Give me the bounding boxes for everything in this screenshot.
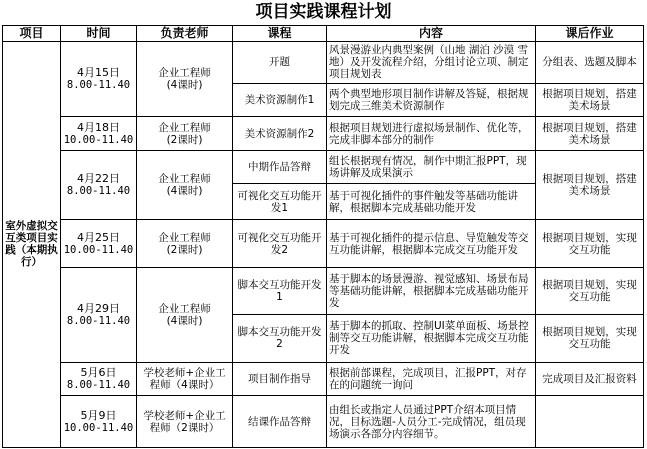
session-time (61, 117, 137, 151)
course-content: 基于脚本的场景漫游、视觉感知、场景布局等基础功能讲解，根据脚本完成基础功能开发 (327, 268, 536, 314)
homework (536, 396, 644, 448)
header-time: 时间 (61, 26, 137, 42)
session-teacher: 学校老师+企业工程师（4课时） (137, 362, 233, 396)
table-header-row (3, 26, 644, 42)
session-teacher: 企业工程师 (4课时) (137, 150, 233, 219)
header-content: 内容 (327, 26, 536, 42)
header-project: 项目 (3, 26, 61, 42)
homework: 根据项目规划，实现交互功能 (536, 220, 644, 268)
session-time (61, 362, 137, 396)
course-name: 可视化交互功能开发1 (233, 184, 327, 220)
table-row (3, 220, 644, 268)
course-name: 脚本交互功能开发2 (233, 314, 327, 362)
session-time (61, 268, 137, 362)
course-content: 基于可视化插件的提示信息、导览触发等交互功能讲解，根据脚本完成交互功能开发 (327, 220, 536, 268)
homework: 根据项目规划，搭建美术场景 (536, 83, 644, 117)
table-row (3, 362, 644, 396)
header-course: 课程 (233, 26, 327, 42)
homework: 根据项目规划，实现交互功能 (536, 314, 644, 362)
project-name: 室外虚拟交互类项目实践（本期执行） (3, 41, 61, 447)
session-hours: 8.00-11.40 (66, 379, 131, 392)
session-date: 4月29日 (77, 302, 120, 316)
session-date: 5月6日 (80, 366, 117, 380)
session-time (61, 396, 137, 448)
homework: 根据项目规划，搭建美术场景 (536, 117, 644, 151)
session-date: 5月9日 (80, 408, 117, 422)
course-name: 脚本交互功能开发1 (233, 268, 327, 314)
table-row (3, 396, 644, 448)
homework: 分组表、选题及脚本 (536, 41, 644, 83)
course-name: 项目制作指导 (233, 362, 327, 396)
table-row (3, 268, 644, 314)
session-teacher: 学校老师+企业工程师（2课时） (137, 396, 233, 448)
course-name: 美术资源制作2 (233, 117, 327, 151)
course-content: 基于可视化插件的事件触发等基础功能讲解，根据脚本完成基础功能开发 (327, 184, 536, 220)
table-row (3, 117, 644, 151)
homework: 完成项目及汇报资料 (536, 362, 644, 396)
session-teacher: 企业工程师 (2课时) (137, 117, 233, 151)
course-content: 由组长或指定人员通过PPT介绍本项目情况，目标选题-人员分工-完成情况，组员现场演示各部分内容细节。 (327, 396, 536, 448)
course-content: 根据前部课程，完成项目，汇报PPT，对存在的问题统一询问 (327, 362, 536, 396)
session-hours: 8.00-11.40 (66, 185, 131, 197)
session-teacher: 企业工程师 (2课时) (137, 220, 233, 268)
course-name: 结课作品答辩 (233, 396, 327, 448)
header-homework: 课后作业 (536, 26, 644, 42)
session-hours: 10.00-11.40 (63, 243, 134, 256)
course-schedule-table (2, 25, 644, 448)
session-date: 4月25日 (77, 230, 120, 244)
session-time (61, 41, 137, 117)
table-row (3, 41, 644, 83)
table-row (3, 150, 644, 184)
session-hours: 10.00-11.40 (63, 421, 134, 434)
course-content: 根据项目规划进行虚拟场景制作、优化等，完成非脚本部分的制作 (327, 117, 536, 151)
homework: 根据项目规划，实现交互功能 (536, 268, 644, 314)
session-time (61, 150, 137, 219)
course-content: 风景漫游业内典型案例（山地 湖泊 沙漠 雪地）及开发流程介绍，分组讨论立项、制定项目规划表 (327, 41, 536, 83)
session-date: 4月22日 (77, 172, 120, 185)
course-name: 美术资源制作1 (233, 83, 327, 117)
session-teacher: 企业工程师 (4课时) (137, 41, 233, 117)
header-teacher: 负责老师 (137, 26, 233, 42)
session-date: 4月18日 (77, 120, 120, 134)
homework: 根据项目规划，搭建美术场景 (536, 150, 644, 219)
course-content: 组长根据现有情况，制作中期汇报PPT，现场讲解及成果演示 (327, 150, 536, 184)
course-content: 基于脚本的抓取、控制UI菜单面板、场景控制等交互功能讲解，根据脚本完成交互功能开发 (327, 314, 536, 362)
session-time (61, 220, 137, 268)
session-hours: 8.00-11.40 (66, 315, 131, 328)
course-name: 开题 (233, 41, 327, 83)
session-date: 4月15日 (77, 66, 120, 80)
course-content: 两个典型地形项目制作讲解及答疑，根据规划完成三维美术资源制作 (327, 83, 536, 117)
session-hours: 8.00-11.40 (66, 79, 131, 92)
course-name: 可视化交互功能开发2 (233, 220, 327, 268)
course-name: 中期作品答辩 (233, 150, 327, 184)
page-title: 项目实践课程计划 (255, 2, 392, 22)
session-hours: 10.00-11.40 (63, 133, 134, 146)
session-teacher: 企业工程师 (4课时) (137, 268, 233, 362)
